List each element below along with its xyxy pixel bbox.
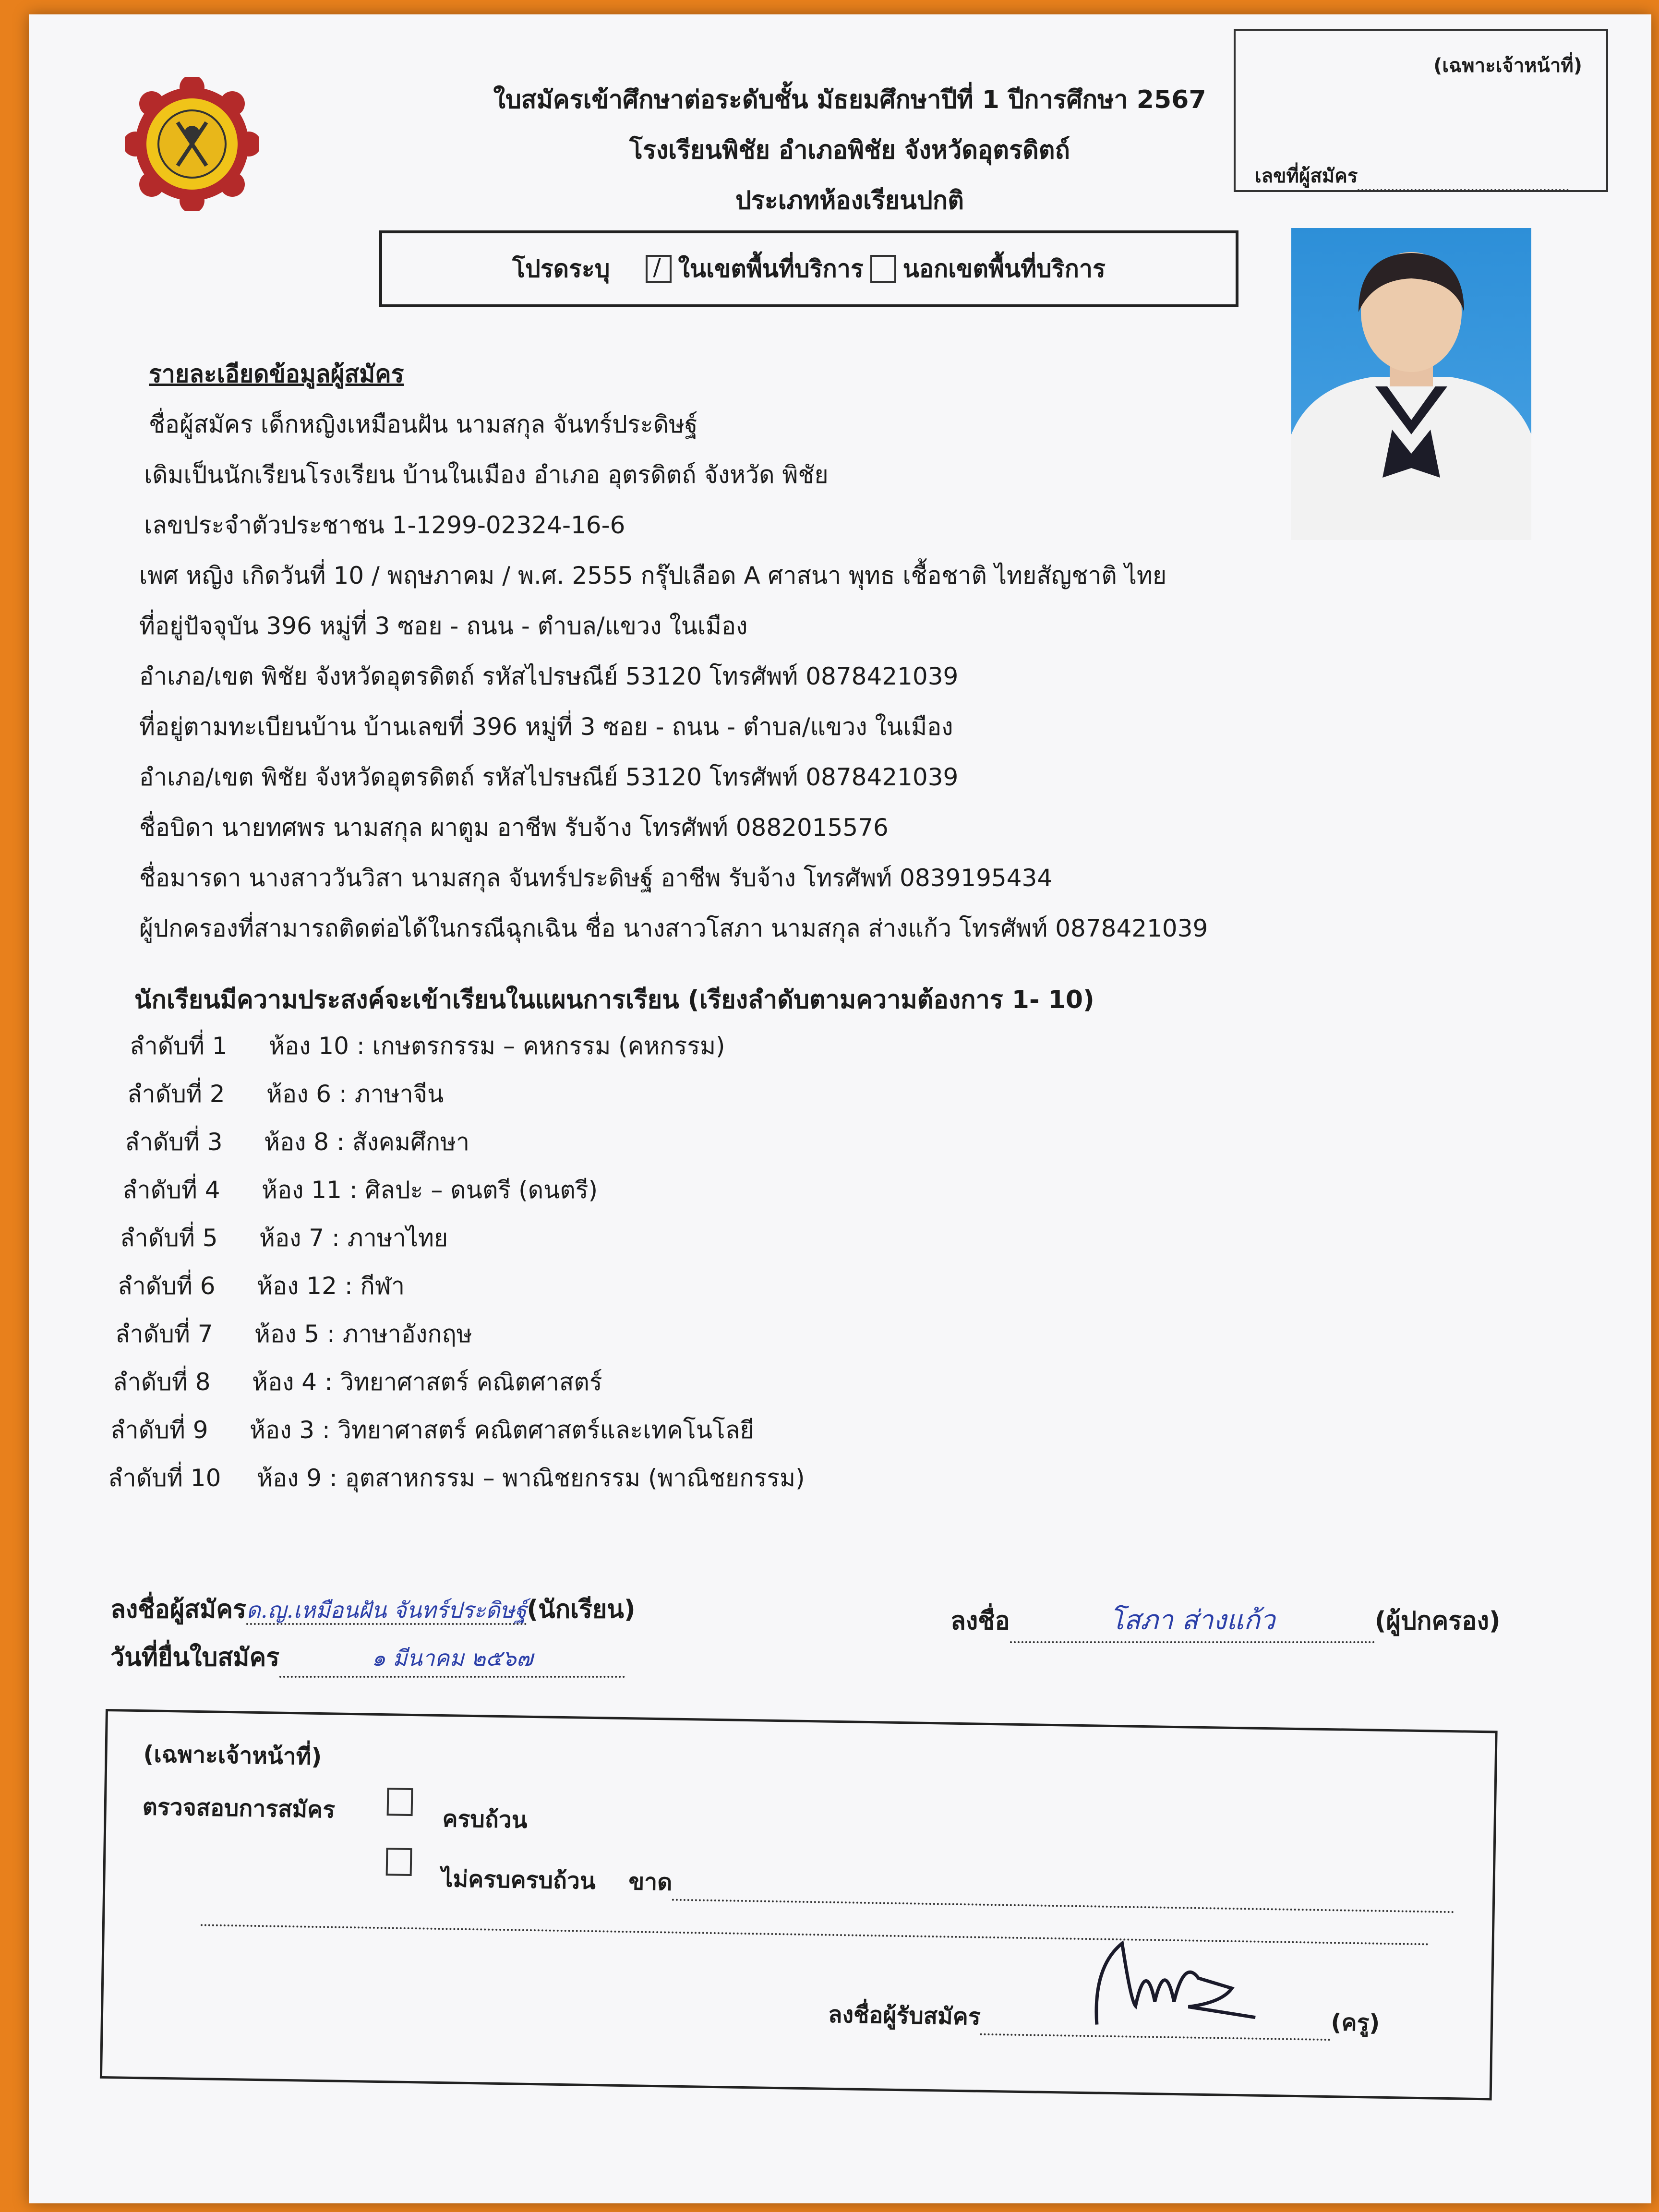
choice-rank: ลำดับที่ 1 [130, 1032, 228, 1060]
school-name: โรงเรียนพิชัย อำเภอพิชัย จังหวัดอุตรดิตถ์ [629, 136, 1070, 165]
in-zone-label: ในเขตพื้นที่บริการ [678, 254, 864, 283]
complete-checkbox[interactable] [387, 1788, 413, 1816]
zone-selector [379, 230, 1238, 307]
classroom-type: ประเภทห้องเรียนปกติ [735, 186, 964, 215]
submission-date-field [110, 1637, 625, 1678]
mother-line: ชื่อมารดา นางสาววันวิสา นามสกุล จันทร์ประดิษฐ์ อาชีพ รับจ้าง โทรศัพท์ 0839195434 [139, 864, 1053, 892]
applicant-suffix: (นักเรียน) [527, 1595, 636, 1624]
choice-room: ห้อง 6 : ภาษาจีน [266, 1080, 444, 1108]
in-zone-checkbox[interactable] [646, 255, 672, 283]
plan-choice-7 [115, 1315, 472, 1353]
registered-district-line: อำเภอ/เขต พิชัย จังหวัดอุตรดิตถ์ รหัสไปรษณีย์ 53120 โทรศัพท์ 0878421039 [139, 763, 959, 791]
citizen-id-line: เลขประจำตัวประชาชน 1-1299-02324-16-6 [144, 511, 625, 539]
choice-room: ห้อง 12 : กีฬา [257, 1272, 405, 1300]
choice-room: ห้อง 5 : ภาษาอังกฤษ [254, 1320, 472, 1348]
submission-date-value: ๑ มีนาคม ๒๕๖๗ [279, 1641, 625, 1678]
choice-rank: ลำดับที่ 2 [127, 1080, 225, 1108]
previous-school-line: เดิมเป็นนักเรียนโรงเรียน บ้านในเมือง อำเภอ อุตรดิตถ์ จังหวัด พิชัย [144, 461, 829, 489]
guardian-signature-value: โสภา ส่างแก้ว [1010, 1599, 1375, 1643]
choice-rank: ลำดับที่ 7 [115, 1320, 213, 1348]
missing-field [628, 1863, 1455, 1913]
plan-choice-10 [108, 1459, 805, 1497]
staff-only-label: (เฉพาะเจ้าหน้าที่) [143, 1741, 322, 1771]
plan-choice-2 [127, 1075, 444, 1113]
plan-choice-1 [130, 1027, 725, 1065]
applicant-number-label: เลขที่ผู้สมัคร [1255, 165, 1358, 187]
choice-rank: ลำดับที่ 5 [120, 1224, 218, 1252]
choice-rank: ลำดับที่ 4 [122, 1176, 220, 1204]
missing-label: ขาด [628, 1868, 673, 1896]
incomplete-checkbox[interactable] [386, 1848, 412, 1876]
personal-info-line: เพศ หญิง เกิดวันที่ 10 / พฤษภาคม / พ.ศ. 2555 กรุ๊ปเลือด A ศาสนา พุทธ เชื้อชาติ ไทยสัญชาติ ไทย [139, 562, 1167, 589]
receiver-signature-scribble [1077, 1928, 1281, 2042]
plan-choice-5 [120, 1219, 448, 1257]
choice-rank: ลำดับที่ 6 [118, 1272, 216, 1300]
registered-address-line: ที่อยู่ตามทะเบียนบ้าน บ้านเลขที่ 396 หมู่ที่ 3 ซอย - ถนน - ตำบล/แขวง ในเมือง [139, 713, 953, 741]
plan-choice-3 [125, 1123, 469, 1161]
plan-choice-4 [122, 1171, 598, 1209]
current-address-line: ที่อยู่ปัจจุบัน 396 หมู่ที่ 3 ซอย - ถนน - ตำบล/แขวง ในเมือง [139, 612, 748, 640]
receiver-suffix: (ครู) [1331, 2009, 1380, 2037]
applicant-section-title: รายละเอียดข้อมูลผู้สมัคร [149, 360, 404, 388]
zone-prefix: โปรดระบุ [512, 254, 610, 283]
incomplete-label: ไม่ครบครบถ้วน [441, 1865, 596, 1895]
applicant-signature-field [110, 1589, 636, 1629]
choice-room: ห้อง 9 : อุตสาหกรรม – พาณิชยกรรม (พาณิชยกรรม) [257, 1464, 805, 1492]
father-line: ชื่อบิดา นายทศพร นามสกุล ผาตูม อาชีพ รับจ้าง โทรศัพท์ 0882015576 [139, 814, 889, 842]
check-application-label: ตรวจสอบการสมัคร [142, 1793, 336, 1824]
out-zone-checkbox[interactable] [870, 255, 896, 283]
receiver-label: ลงชื่อผู้รับสมัคร [828, 2001, 981, 2031]
guardian-signature-label: ลงชื่อ [950, 1607, 1010, 1635]
study-plan-heading: นักเรียนมีความประสงค์จะเข้าเรียนในแผนการเรียน (เรียงลำดับตามความต้องการ 1- 10) [134, 986, 1094, 1014]
officer-only-box [1234, 29, 1608, 192]
choice-room: ห้อง 4 : วิทยาศาสตร์ คณิตศาสตร์ [252, 1368, 602, 1396]
choice-room: ห้อง 10 : เกษตรกรรม – คหกรรม (คหกรรม) [269, 1032, 725, 1060]
choice-rank: ลำดับที่ 9 [110, 1416, 208, 1444]
choice-rank: ลำดับที่ 3 [125, 1128, 223, 1156]
current-district-line: อำเภอ/เขต พิชัย จังหวัดอุตรดิตถ์ รหัสไปรษณีย์ 53120 โทรศัพท์ 0878421039 [139, 662, 959, 690]
form-title: ใบสมัครเข้าศึกษาต่อระดับชั้น มัธยมศึกษาปีที่ 1 ปีการศึกษา 2567 [493, 85, 1206, 114]
submission-date-label: วันที่ยื่นใบสมัคร [110, 1643, 280, 1672]
staff-only-box [100, 1709, 1498, 2100]
plan-choice-9 [110, 1411, 754, 1449]
guardian-signature-field [950, 1599, 1501, 1643]
applicant-signature-value: ด.ญ.เหมือนฝัน จันทร์ประดิษฐ์ [246, 1597, 527, 1625]
guardian-suffix: (ผู้ปกครอง) [1374, 1607, 1501, 1635]
guardian-line: ผู้ปกครองที่สามารถติดต่อได้ในกรณีฉุกเฉิน ชื่อ นางสาวโสภา นามสกุล ส่างแก้ว โทรศัพท์ 0878421039 [139, 914, 1208, 942]
applicant-photo [1291, 228, 1531, 540]
choice-room: ห้อง 11 : ศิลปะ – ดนตรี (ดนตรี) [262, 1176, 598, 1204]
plan-choice-6 [118, 1267, 405, 1305]
applicant-number-field [1255, 160, 1569, 191]
choice-rank: ลำดับที่ 10 [108, 1464, 221, 1492]
officer-only-label: (เฉพาะเจ้าหน้าที่) [1433, 55, 1582, 77]
choice-rank: ลำดับที่ 8 [113, 1368, 211, 1396]
complete-label: ครบถ้วน [442, 1805, 528, 1834]
choice-room: ห้อง 7 : ภาษาไทย [259, 1224, 448, 1252]
school-logo [125, 77, 259, 211]
application-form-sheet [29, 14, 1651, 2203]
choice-room: ห้อง 3 : วิทยาศาสตร์ คณิตศาสตร์และเทคโนโลยี [250, 1416, 754, 1444]
applicant-name-line: ชื่อผู้สมัคร เด็กหญิงเหมือนฝัน นามสกุล จันทร์ประดิษฐ์ [149, 410, 698, 438]
out-zone-label: นอกเขตพื้นที่บริการ [902, 254, 1106, 283]
applicant-signature-label: ลงชื่อผู้สมัคร [110, 1595, 246, 1624]
choice-room: ห้อง 8 : สังคมศึกษา [264, 1128, 470, 1156]
plan-choice-8 [113, 1363, 602, 1401]
